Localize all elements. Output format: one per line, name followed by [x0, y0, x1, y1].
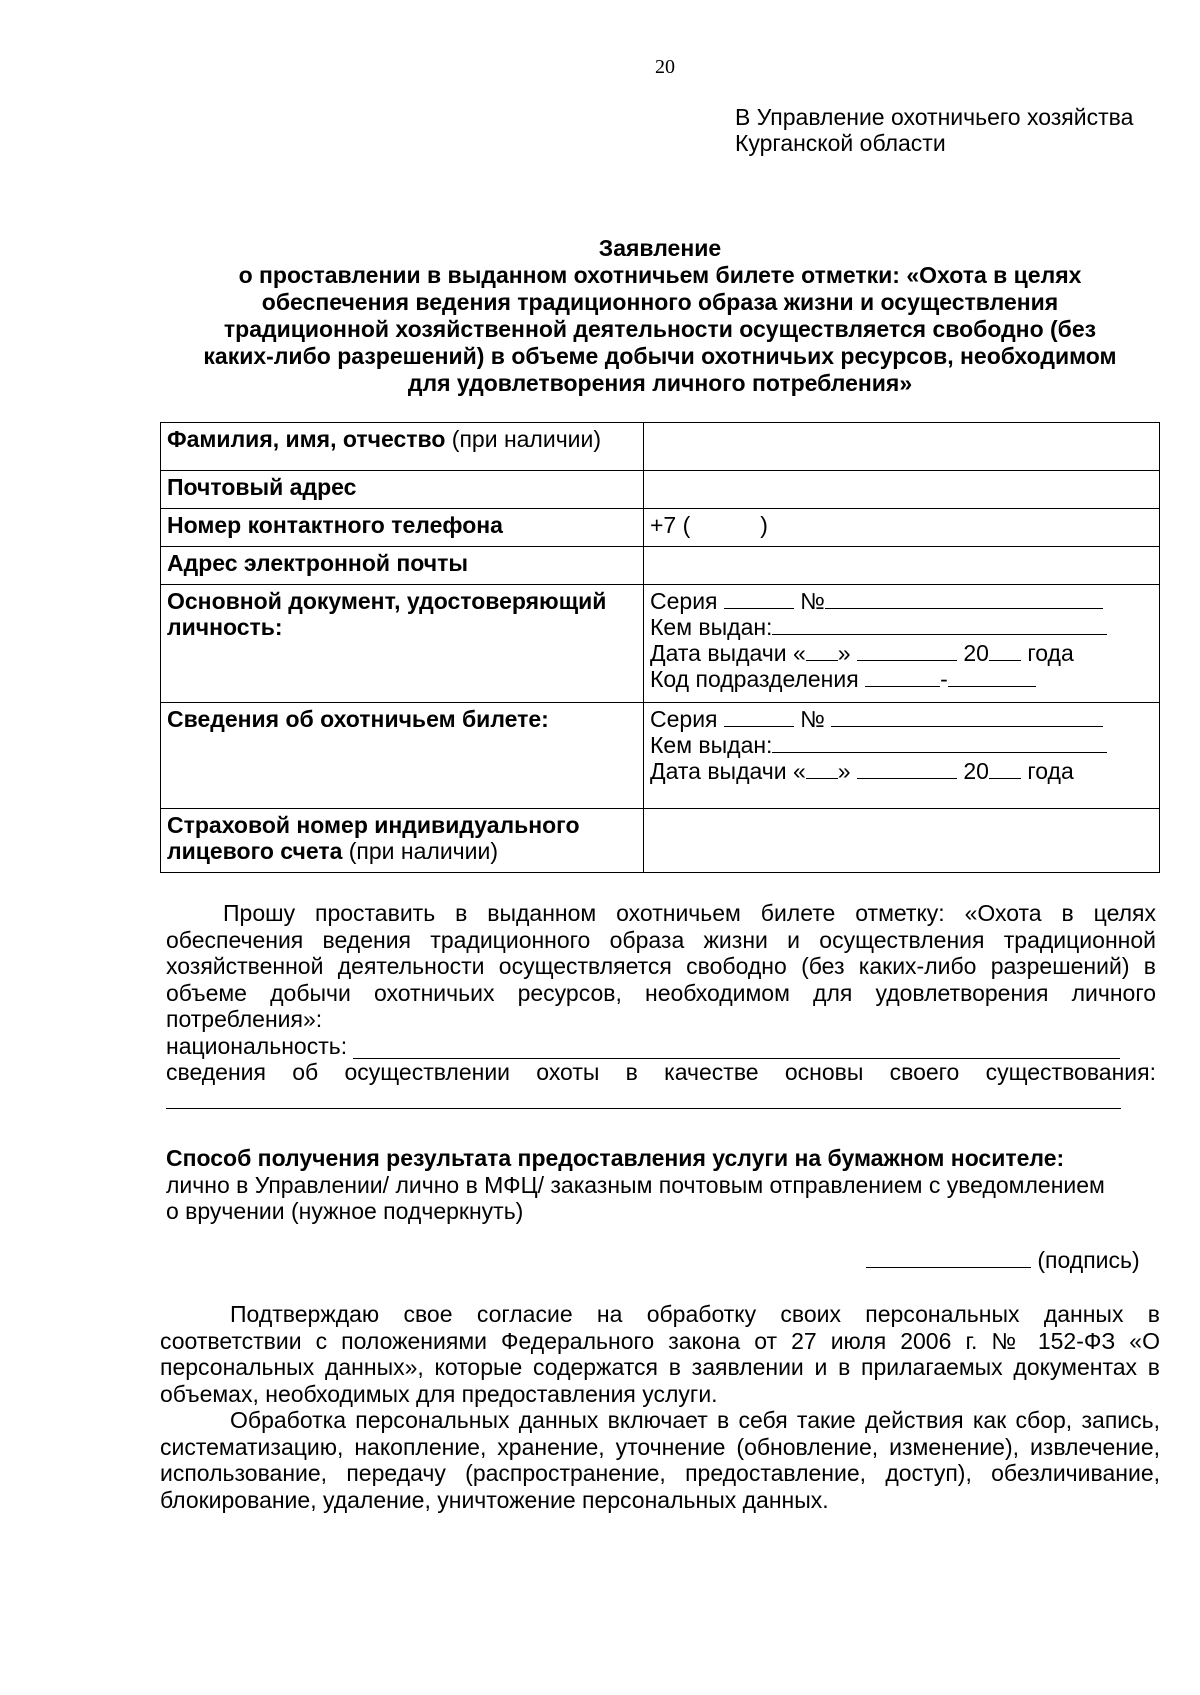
fio-label-cell [161, 423, 644, 471]
phone-prefix: +7 ( [650, 512, 691, 538]
quote-close: » [837, 758, 851, 784]
signature-row [866, 1247, 1140, 1274]
series-input[interactable] [724, 588, 794, 609]
snils-label-2: лицевого счета [167, 838, 343, 864]
table-row [161, 423, 1160, 471]
issue-date-label: Дата выдачи « [650, 758, 806, 784]
number-input[interactable] [831, 706, 1103, 727]
table-row [161, 809, 1160, 873]
fio-note: (при наличии) [451, 426, 602, 452]
day-input[interactable] [806, 758, 838, 779]
ticket-issued-row [650, 732, 1153, 758]
title-line: о проставлении в выданном охотничьем билете отметки: «Охота в целях [238, 262, 1082, 288]
postal-label-cell [161, 471, 644, 509]
title-heading: Заявление [598, 235, 722, 261]
phone-suffix: ) [760, 512, 768, 538]
hunting-info-label: сведения об осуществлении охоты в качестве основы своего существования: [166, 1059, 1156, 1085]
nationality-label: национальность: [166, 1032, 348, 1059]
snils-label-1: Страховой номер индивидуального [167, 812, 580, 838]
month-input[interactable] [857, 758, 957, 779]
addressee [735, 104, 1133, 156]
id-issued-row [650, 614, 1153, 640]
table-row [161, 585, 1160, 703]
year-input[interactable] [989, 758, 1021, 779]
ticket-date-row [650, 758, 1153, 784]
id-doc-fields [644, 585, 1160, 703]
postal-label: Почтовый адрес [167, 474, 357, 500]
year-word: года [1027, 640, 1074, 666]
quote-close: » [837, 640, 851, 666]
hunting-ticket-label: Сведения об охотничьем билете: [167, 706, 549, 732]
hunting-info-input[interactable] [166, 1086, 1121, 1109]
year-input[interactable] [989, 640, 1021, 661]
page-number: 20 [655, 56, 675, 78]
snils-field[interactable] [644, 809, 1160, 873]
applicant-info-table [160, 422, 1160, 873]
snils-label-cell [161, 809, 644, 873]
ticket-series-row [650, 706, 1153, 732]
title-line: для удовлетворения личного потребления» [407, 370, 913, 396]
processing-paragraph: Обработка персональных данных включает в себя такие действия как сбор, запись, систематизацию, накопление, хранение, уточнение (обновление, изменение), извлечение, использование, передачу (распространение, предоставление, доступ), обезличивание, блокирование, удаление, уничтожение персональных данных. [160, 1407, 1160, 1513]
email-label: Адрес электронной почты [167, 550, 469, 576]
nationality-input[interactable] [353, 1038, 1120, 1059]
consent-paragraph: Подтверждаю свое согласие на обработку своих персональных данных в соответствии с положениями Федерального закона от 27 июля 2006 г. № 152-ФЗ «О персональных данных», которые содержатся в заявлении и в прилагаемых документах в объемах, необходимых для предоставления услуги. [160, 1301, 1160, 1407]
table-row [161, 509, 1160, 547]
issued-by-input[interactable] [772, 732, 1107, 753]
number-label: № [800, 588, 825, 614]
hunting-ticket-fields [644, 703, 1160, 809]
table-row [161, 547, 1160, 585]
snils-note: (при наличии) [348, 838, 499, 864]
number-label: № [800, 706, 825, 732]
id-series-row [650, 588, 1153, 614]
title-line: каких-либо разрешений) в объеме добычи охотничьих ресурсов, необходимом [203, 343, 1117, 369]
addressee-line-2: Курганской области [735, 130, 946, 156]
series-input[interactable] [724, 706, 794, 727]
series-label: Серия [650, 706, 718, 732]
request-line: Прошу проставить в выданном охотничьем билете отметку: «Охота в целях [223, 900, 1156, 926]
nationality-row [166, 1033, 1156, 1060]
fio-label: Фамилия, имя, отчество [167, 426, 446, 452]
request-line: объеме добычи охотничьих ресурсов, необходимом для удовлетворения личного [166, 979, 1156, 1006]
fio-field[interactable] [644, 423, 1160, 471]
day-input[interactable] [806, 640, 838, 661]
request-line: потребления»: [166, 1006, 323, 1032]
email-label-cell [161, 547, 644, 585]
issue-date-label: Дата выдачи « [650, 640, 806, 666]
title-line: традиционной хозяйственной деятельности осуществляется свободно (без [223, 316, 1097, 342]
issued-by-label: Кем выдан: [650, 732, 773, 758]
table-row [161, 471, 1160, 509]
request-line: обеспечения ведения традиционного образа жизни и осуществления традиционной [166, 926, 1156, 953]
year-prefix: 20 [963, 640, 989, 666]
subdivision-code-input-2[interactable] [948, 666, 1036, 687]
year-prefix: 20 [963, 758, 989, 784]
document-title [160, 235, 1160, 397]
issued-by-label: Кем выдан: [650, 614, 773, 640]
number-input[interactable] [825, 588, 1103, 609]
id-doc-label: Основной документ, удостоверяющий личность: [167, 588, 607, 640]
series-label: Серия [650, 588, 718, 614]
email-field[interactable] [644, 547, 1160, 585]
method-title: Способ получения результата предоставления услуги на бумажном носителе: [166, 1145, 1065, 1171]
signature-input[interactable] [866, 1247, 1031, 1268]
method-options-2: о вручении (нужное подчеркнуть) [166, 1198, 524, 1224]
method-options[interactable]: лично в Управлении/ лично в МФЦ/ заказным почтовым отправлением с уведомлением [166, 1171, 1105, 1198]
subdivision-code-label: Код подразделения [650, 666, 859, 692]
consent-block [160, 1301, 1160, 1513]
phone-label: Номер контактного телефона [167, 512, 503, 538]
subdivision-code-input-1[interactable] [865, 666, 940, 687]
request-line: хозяйственной деятельности осуществляется свободно (без каких-либо разрешений) в [166, 953, 1156, 979]
id-date-row [650, 640, 1153, 666]
postal-address-field[interactable] [644, 471, 1160, 509]
id-doc-label-cell [161, 585, 644, 703]
month-input[interactable] [857, 640, 957, 661]
phone-label-cell [161, 509, 644, 547]
issued-by-input[interactable] [772, 614, 1107, 635]
receipt-method [166, 1145, 1156, 1225]
request-paragraph [166, 900, 1156, 1109]
id-code-row: Код подразделения - [650, 666, 1153, 692]
table-row [161, 703, 1160, 809]
phone-field[interactable] [644, 509, 1160, 547]
hunting-ticket-label-cell [161, 703, 644, 809]
signature-label: (подпись) [1037, 1247, 1140, 1273]
addressee-line-1: В Управление охотничьего хозяйства [735, 104, 1134, 130]
title-line: обеспечения ведения традиционного образа жизни и осуществления [261, 289, 1059, 315]
year-word: года [1027, 758, 1074, 784]
